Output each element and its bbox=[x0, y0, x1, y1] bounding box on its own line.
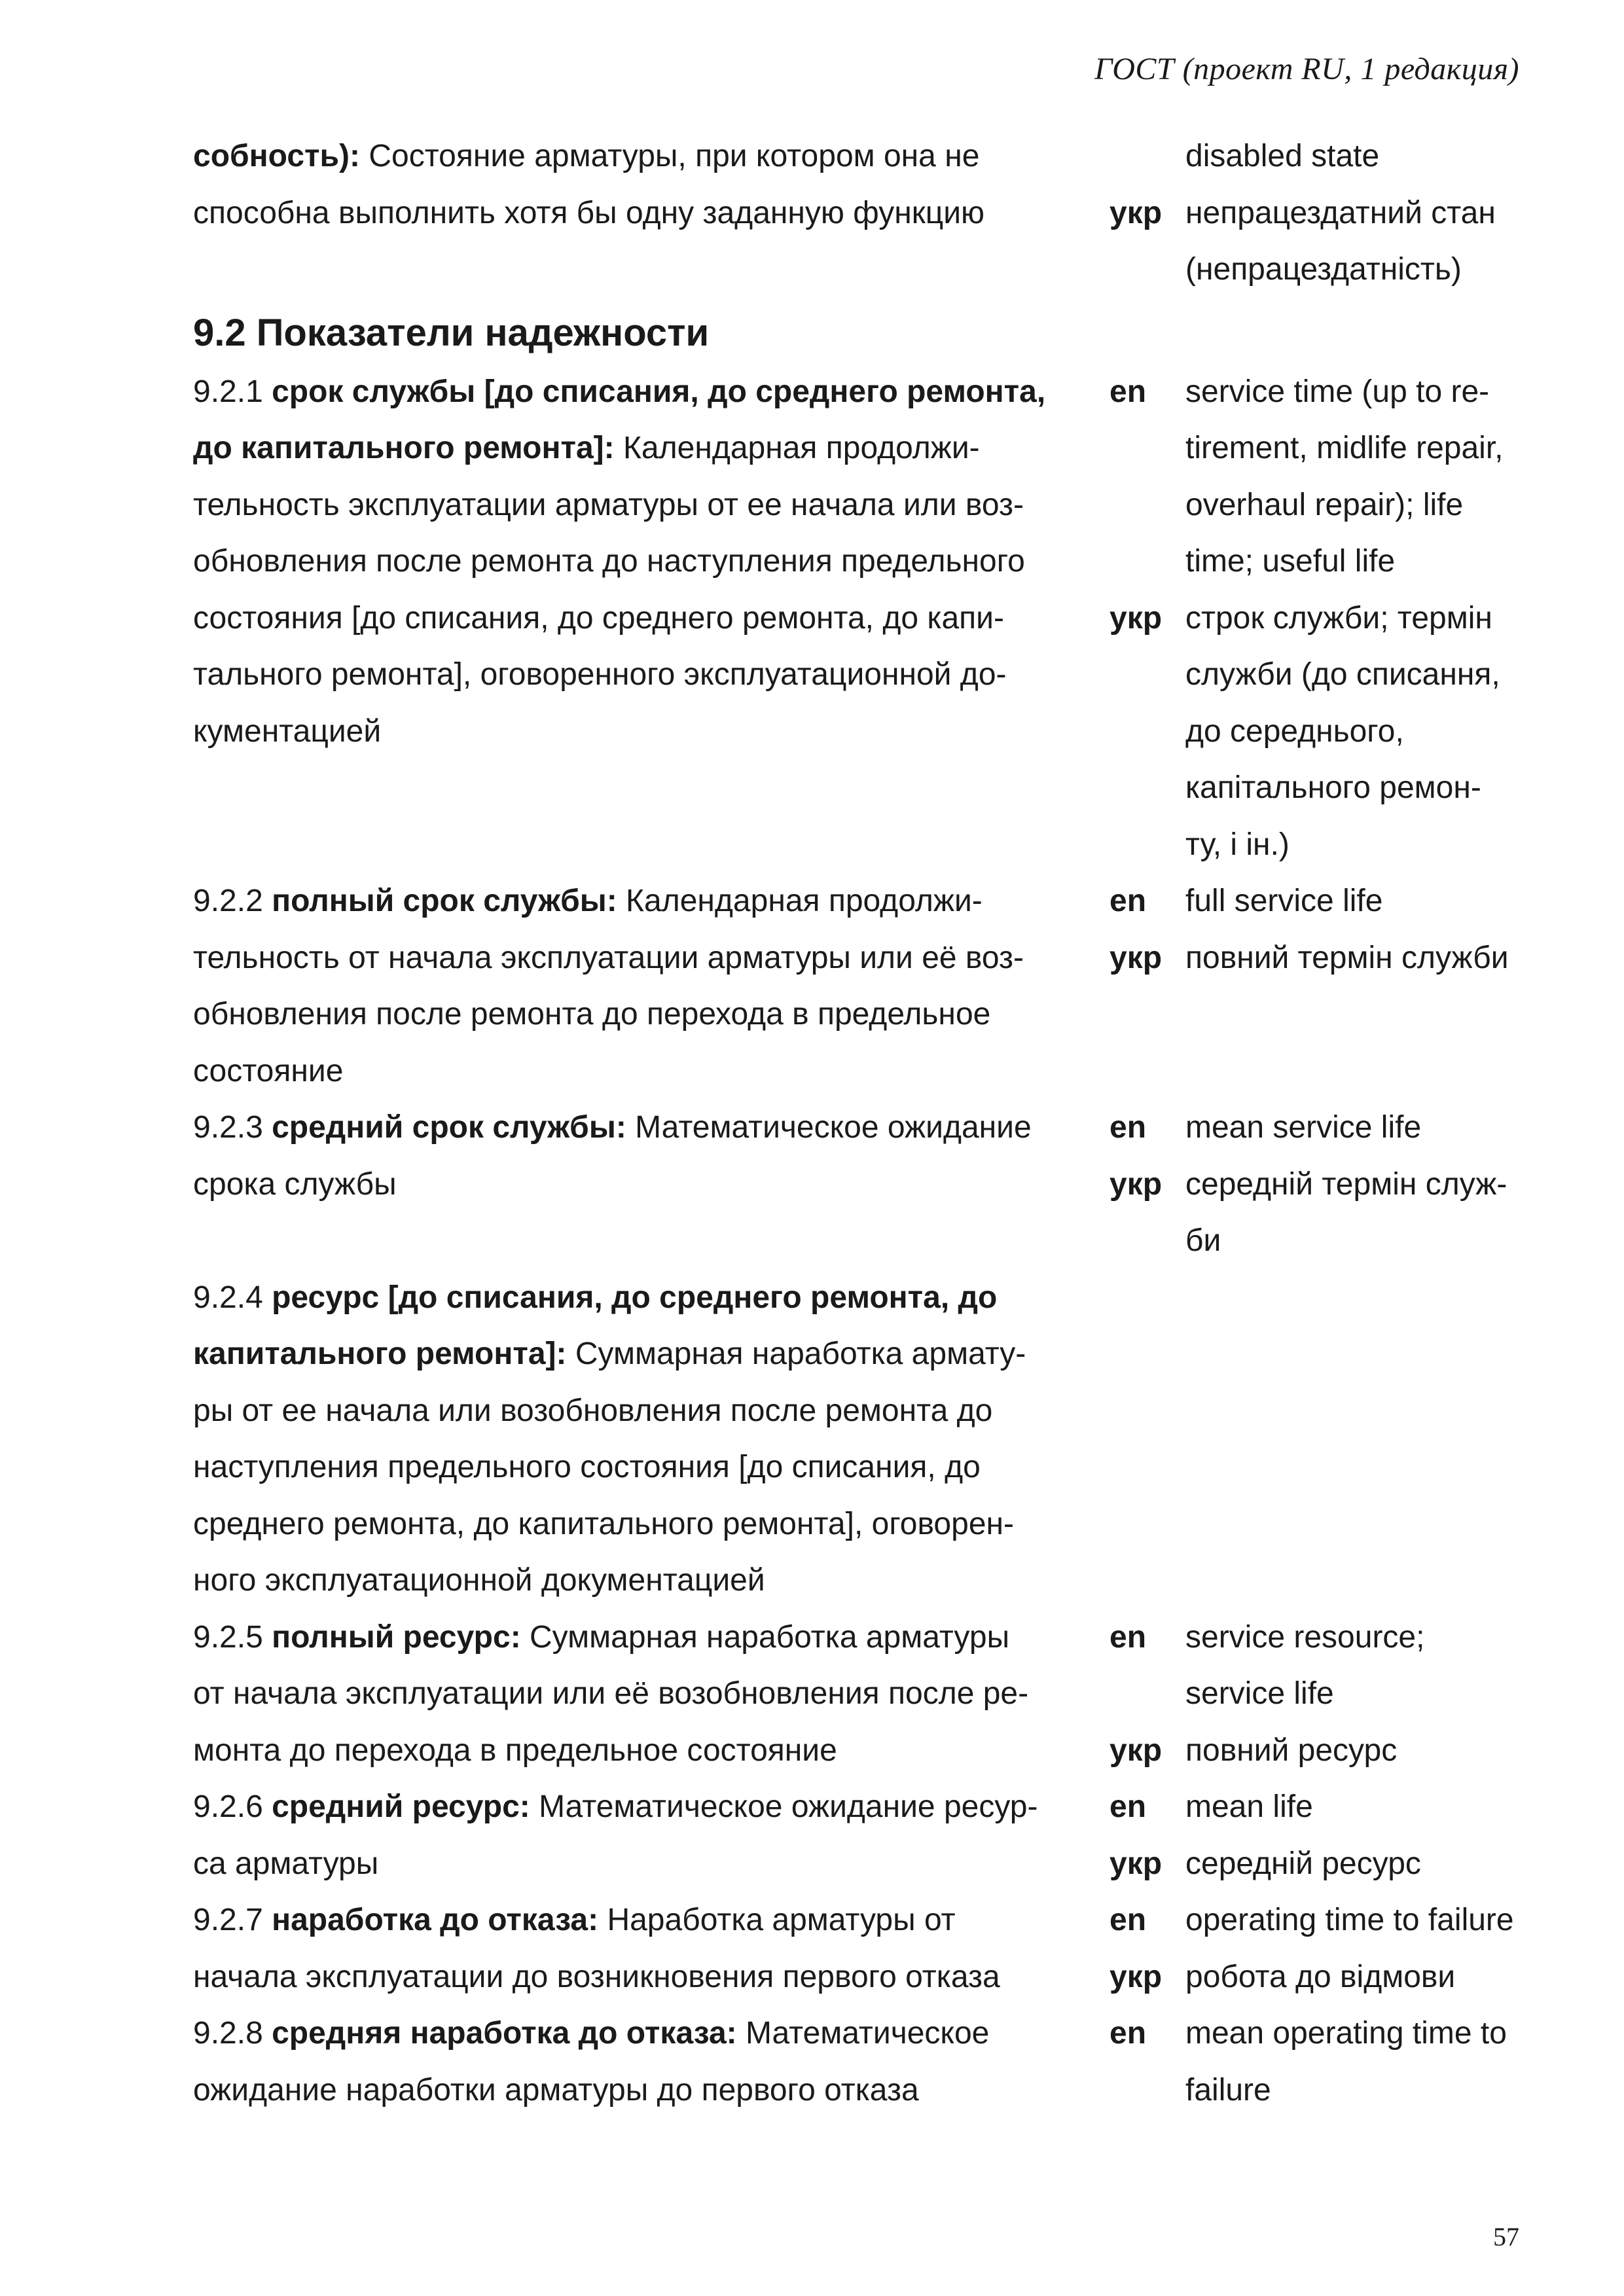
definition-text: Математическое ожидание срока службы bbox=[193, 1110, 1032, 1202]
lang-code: en bbox=[1110, 1110, 1147, 1145]
term-number: 9.2.7 bbox=[193, 1903, 272, 1937]
translation-ukr bbox=[1110, 1157, 1528, 1270]
translations bbox=[1110, 2005, 1528, 2119]
lang-code: en bbox=[1110, 2016, 1147, 2051]
term-name: срок службы [до списания, до среднего ремонта, до капитального ремонта]: bbox=[193, 374, 1046, 465]
lang-code: укр bbox=[1110, 195, 1163, 230]
translations bbox=[1110, 128, 1528, 298]
translations bbox=[1110, 1779, 1528, 1892]
lang-code: укр bbox=[1110, 1846, 1163, 1881]
translation-ukr bbox=[1110, 590, 1528, 874]
translation-en bbox=[1110, 1100, 1528, 1157]
lang-code: en bbox=[1110, 1789, 1147, 1824]
translations bbox=[1110, 1270, 1528, 1609]
definition-text: Календарная продолжи- тельность эксплуатации арматуры от ее начала или воз- обновления после ремонта до наступления предельного состояния [до списания, до среднего ремонта, до капи- тального ремонта], оговоренного эксплуатационной до- кументацией bbox=[193, 431, 1025, 749]
definition-text: Математическое ожидание наработки арматуры до первого отказа bbox=[193, 2016, 990, 2108]
term-number: 9.2.5 bbox=[193, 1619, 272, 1655]
document-body bbox=[193, 128, 1528, 2119]
translation-text: service resource; service life bbox=[1185, 1619, 1425, 1711]
term-name: средний срок службы: bbox=[272, 1110, 626, 1145]
term-entry-9-2-7 bbox=[193, 1892, 1528, 2005]
translation-text: disabled state bbox=[1185, 139, 1380, 173]
lang-code: укр bbox=[1110, 1732, 1163, 1768]
translation-ukr bbox=[1110, 1836, 1528, 1893]
lang-code: en bbox=[1110, 884, 1147, 918]
term-number: 9.2.2 bbox=[193, 884, 272, 918]
translation-en bbox=[1110, 1779, 1528, 1836]
translation-text: строк служби; термін служби (до списання, до середнього, капітального ремон- ту, і ін.) bbox=[1185, 600, 1500, 862]
section-title: 9.2 Показатели надежности bbox=[193, 311, 710, 354]
term-name: полный ресурс: bbox=[272, 1619, 521, 1655]
term-definition bbox=[193, 1270, 1096, 1609]
term-definition bbox=[193, 2005, 1095, 2119]
definition-text: Суммарная наработка армату- ры от ее начала или возобновления после ремонта до наступления предельного состояния [до списания, до среднего ремонта, до капитального ремонта], оговорен- ного эксплуатационной документацией bbox=[193, 1336, 1026, 1598]
translation-text: service time (up to re- tirement, midlife repair, overhaul repair); life time; useful life bbox=[1185, 374, 1504, 579]
translations bbox=[1110, 1892, 1528, 2005]
translation-text: непрацездатний стан (непрацездатність) bbox=[1185, 195, 1496, 287]
translations bbox=[1110, 873, 1528, 1100]
definition-text: Математическое ожидание ресур- са арматуры bbox=[193, 1789, 1038, 1881]
term-number: 9.2.1 bbox=[193, 374, 272, 409]
definition-text: Наработка арматуры от начала эксплуатации до возникновения первого отказа bbox=[193, 1903, 1000, 1994]
translation-text: повний термін служби bbox=[1185, 940, 1509, 975]
term-definition bbox=[193, 1100, 1095, 1270]
definition-text: Календарная продолжи- тельность от начала эксплуатации арматуры или её воз- обновления после ремонта до перехода в предельное состояние bbox=[193, 884, 1024, 1088]
lang-code: укр bbox=[1110, 940, 1163, 975]
term-definition bbox=[193, 1779, 1095, 1892]
term-name: ресурс [до списания, до среднего ремонта, до капитального ремонта]: bbox=[193, 1280, 998, 1371]
term-entry-9-2-1 bbox=[193, 364, 1528, 874]
translation-text: mean operating time to failure bbox=[1185, 2016, 1507, 2108]
lang-code: укр bbox=[1110, 600, 1163, 636]
translation-text: повний ресурс bbox=[1185, 1732, 1398, 1768]
term-name: полный срок службы: bbox=[272, 884, 617, 918]
definition-text: Состояние арматуры, при котором она не способна выполнить хотя бы одну заданную функцию bbox=[193, 139, 984, 230]
term-name: наработка до отказа: bbox=[272, 1903, 599, 1937]
translation-text: середній ресурс bbox=[1185, 1846, 1421, 1881]
term-entry-continuation bbox=[193, 128, 1528, 298]
term-entry-9-2-6 bbox=[193, 1779, 1528, 1892]
translation-ukr bbox=[1110, 1723, 1528, 1780]
term-definition bbox=[193, 1892, 1095, 2005]
translation-text: mean service life bbox=[1185, 1110, 1422, 1145]
term-name: средняя наработка до отказа: bbox=[272, 2016, 737, 2051]
translation-text: робота до відмови bbox=[1185, 1959, 1456, 1994]
translation-ukr bbox=[1110, 1949, 1528, 2006]
term-entry-9-2-3 bbox=[193, 1100, 1528, 1270]
term-entry-9-2-2 bbox=[193, 873, 1528, 1100]
translation-ukr bbox=[1110, 930, 1528, 987]
translation-text: середній термін служ- би bbox=[1185, 1166, 1507, 1258]
term-name: собность): bbox=[193, 139, 361, 173]
term-entry-9-2-5 bbox=[193, 1609, 1528, 1780]
term-number: 9.2.8 bbox=[193, 2016, 272, 2051]
lang-code: укр bbox=[1110, 1166, 1163, 1202]
translations bbox=[1110, 1609, 1528, 1780]
term-name: средний ресурс: bbox=[272, 1789, 530, 1824]
term-definition bbox=[193, 364, 1095, 874]
lang-code: en bbox=[1110, 1903, 1147, 1937]
lang-code bbox=[1110, 128, 1185, 185]
translation-ukr bbox=[1110, 185, 1528, 298]
lang-code: en bbox=[1110, 374, 1147, 409]
translation-text: full service life bbox=[1185, 884, 1383, 918]
term-definition bbox=[193, 873, 1095, 1100]
translation-en bbox=[1110, 873, 1528, 930]
lang-code: укр bbox=[1110, 1959, 1163, 1994]
translation-text: operating time to failure bbox=[1185, 1903, 1514, 1937]
translations bbox=[1110, 1100, 1528, 1270]
translation-en bbox=[1110, 2005, 1528, 2119]
term-definition bbox=[193, 128, 1095, 298]
term-number: 9.2.4 bbox=[193, 1280, 272, 1315]
page-header: ГОСТ (проект RU, 1 редакция) bbox=[1094, 52, 1519, 86]
page-number: 57 bbox=[1493, 2222, 1519, 2251]
translation-en bbox=[1110, 128, 1528, 185]
term-definition bbox=[193, 1609, 1095, 1780]
translations bbox=[1110, 364, 1528, 874]
term-entry-9-2-8 bbox=[193, 2005, 1528, 2119]
lang-code: en bbox=[1110, 1619, 1147, 1655]
translation-en bbox=[1110, 1892, 1528, 1949]
translation-text: mean life bbox=[1185, 1789, 1313, 1824]
term-number: 9.2.3 bbox=[193, 1110, 272, 1145]
definition-text: Суммарная наработка арматуры от начала эксплуатации или её возобновления после ре- монта до перехода в предельное состояние bbox=[193, 1619, 1029, 1768]
term-number: 9.2.6 bbox=[193, 1789, 272, 1824]
translation-en bbox=[1110, 1609, 1528, 1723]
translation-en bbox=[1110, 364, 1528, 590]
term-entry-9-2-4 bbox=[193, 1270, 1528, 1609]
